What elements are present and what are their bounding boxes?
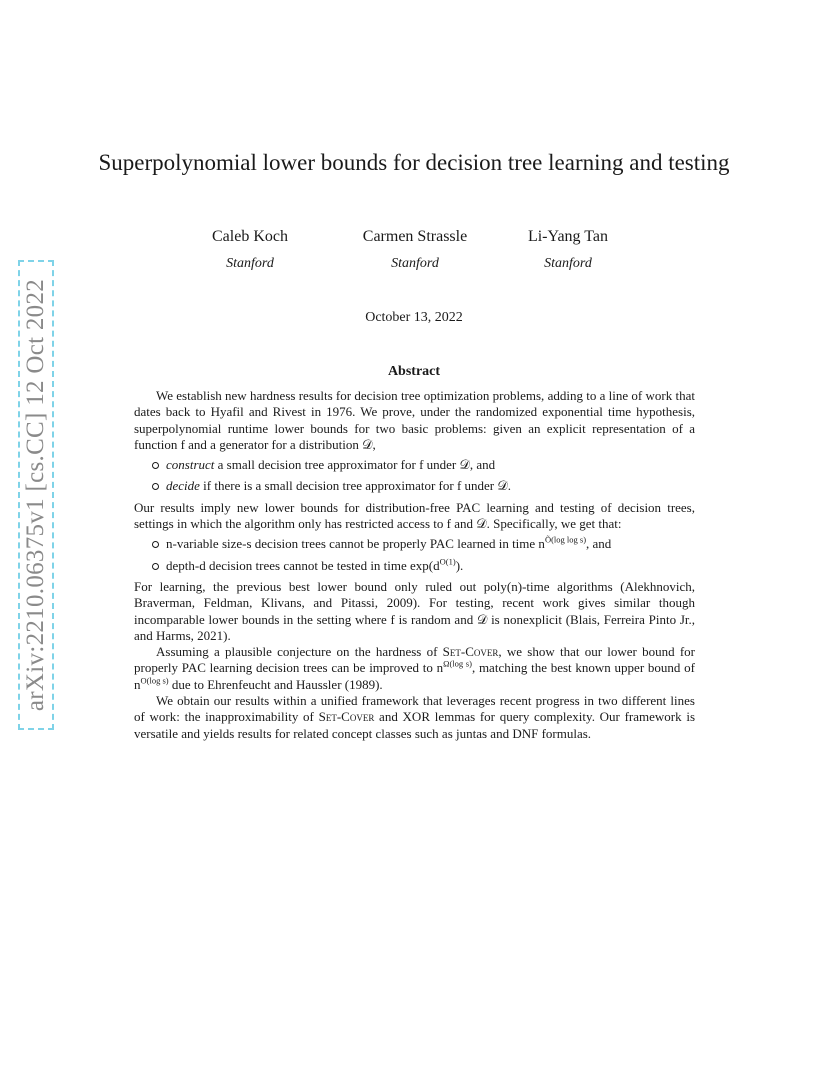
abstract-body bbox=[134, 388, 695, 742]
author-affiliation: Stanford bbox=[391, 256, 439, 271]
list-item bbox=[152, 478, 695, 494]
abstract-paragraph bbox=[134, 644, 695, 693]
paragraph-text: and XOR lemmas for query complexity. Our framework is versatile and yields results for related concept classes such as juntas and DNF formulas. bbox=[134, 709, 696, 741]
list-item-text: if there is a small decision tree approximator for f under 𝒟. bbox=[199, 478, 511, 494]
paragraph-text: due to Ehrenfeucht and Haussler (1989). bbox=[168, 676, 383, 692]
author-name: Li-Yang Tan bbox=[527, 228, 609, 245]
exponent: O(log s) bbox=[140, 675, 169, 686]
paragraph-text: , matching the best known upper bound of n bbox=[134, 660, 695, 692]
author-name: Carmen Strassle bbox=[362, 228, 468, 245]
abstract-paragraph bbox=[134, 693, 695, 742]
arxiv-stamp bbox=[18, 260, 54, 730]
abstract-heading: Abstract bbox=[387, 364, 441, 379]
list-item-text: , and bbox=[586, 536, 612, 552]
exponent: O(1) bbox=[439, 556, 456, 567]
list-item-text: n-variable size-s decision trees cannot be properly PAC learned in time n bbox=[166, 536, 545, 552]
author-block bbox=[165, 228, 335, 272]
arxiv-identifier: arXiv:2210.06375v1 [cs.CC] 12 Oct 2022 bbox=[22, 278, 49, 712]
emphasis-text: construct bbox=[166, 457, 215, 473]
exponent: Õ(log log s) bbox=[544, 535, 587, 546]
problem-name: Set-Cover bbox=[442, 644, 499, 660]
list-item-text: ). bbox=[455, 557, 464, 573]
list-item bbox=[152, 558, 695, 574]
author-affiliation: Stanford bbox=[544, 256, 592, 271]
list-item bbox=[152, 536, 695, 552]
author-block bbox=[483, 228, 653, 272]
list-item-text: a small decision tree approximator for f under 𝒟, and bbox=[214, 457, 496, 473]
abstract-paragraph: We establish new hardness results for decision tree optimization problems, adding to a line of work that dates back to Hyafil and Rivest in 1976. We prove, under the randomized exponential time hypothesis, superpolynomial runtime lower bounds for two basic problems: given an explicit representation of a function f and a generator for a distribution 𝒟, bbox=[134, 388, 695, 452]
author-block bbox=[330, 228, 500, 272]
author-affiliation: Stanford bbox=[226, 256, 274, 271]
author-name: Caleb Koch bbox=[212, 228, 288, 245]
paragraph-text: , we show that our lower bound for properly PAC learning decision trees can be improved to n bbox=[134, 644, 696, 676]
abstract-paragraph: Our results imply new lower bounds for distribution-free PAC learning and testing of decision trees, settings in which the algorithm only has restricted access to f and 𝒟. Specifically, we get that: bbox=[134, 499, 695, 532]
paragraph-text: Assuming a plausible conjecture on the hardness of bbox=[156, 644, 443, 660]
emphasis-text: decide bbox=[166, 478, 200, 494]
paragraph-text: We obtain our results within a unified framework that leverages recent progress in two different lines of work: the inapproximability of bbox=[134, 693, 695, 725]
list-item-text: depth-d decision trees cannot be tested in time exp(d bbox=[166, 557, 440, 573]
exponent: Ω(log s) bbox=[443, 659, 472, 670]
paper-title: Superpolynomial lower bounds for decision tree learning and testing bbox=[98, 150, 730, 175]
publication-date: October 13, 2022 bbox=[365, 310, 463, 325]
abstract-paragraph: For learning, the previous best lower bound only ruled out poly(n)-time algorithms (Alekhnovich, Braverman, Feldman, Klivans, and Pitassi, 2009). For testing, recent work gives similar though incomparable lower bounds in the setting where f is random and 𝒟 is nonexplicit (Blais, Ferreira Pinto Jr., and Harms, 2021). bbox=[134, 578, 695, 643]
problem-list bbox=[134, 457, 695, 495]
results-list bbox=[134, 536, 695, 574]
problem-name: Set-Cover bbox=[318, 709, 375, 725]
list-item bbox=[152, 457, 695, 473]
